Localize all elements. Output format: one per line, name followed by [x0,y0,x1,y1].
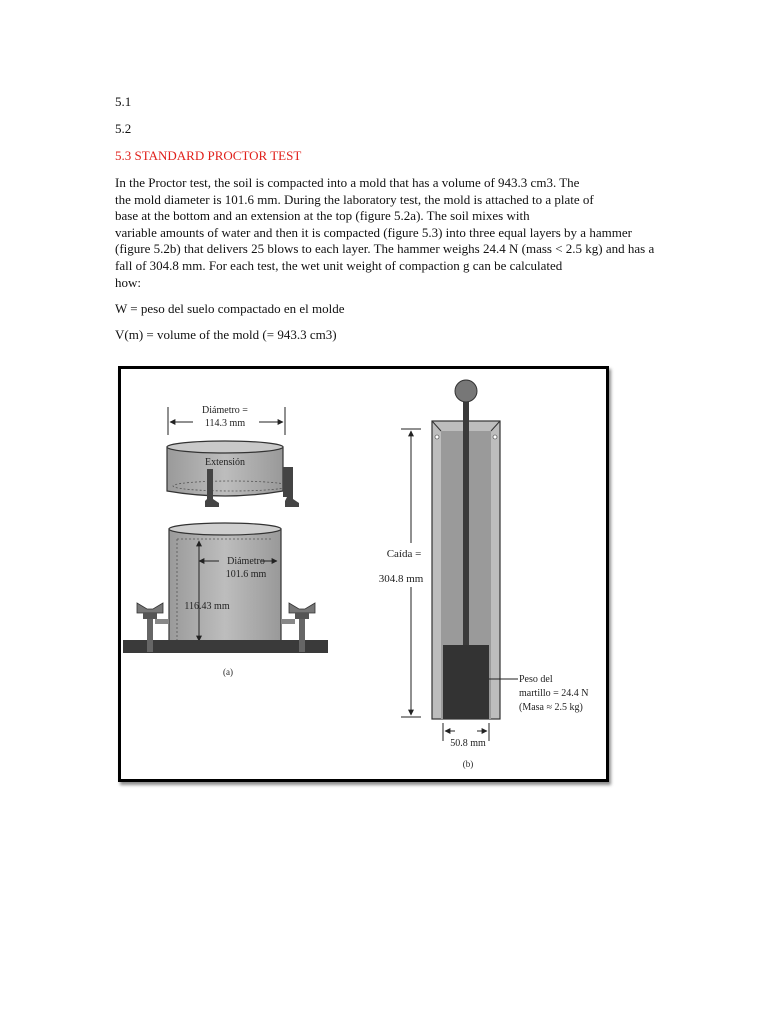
caption-a: (a) [223,667,233,677]
figure-a [123,405,328,677]
fall-label: Caída = [386,548,422,560]
extension-label: Extensión [205,457,245,468]
hammer-head [443,645,489,719]
clamp-right [283,467,299,507]
weight-label-1: Peso del [519,674,553,685]
hammer-knob [455,380,477,402]
paragraph-line: how: [115,274,141,290]
width-label: 50.8 mm [450,738,486,749]
mold-height-label: 116.43 mm [184,601,230,612]
body-paragraph [115,175,685,291]
figure-b [379,380,589,769]
caption-b: (b) [462,759,474,769]
definition-vm: V(m) = volume of the mold (= 943.3 cm3) [115,327,337,342]
wing-nut-left [137,603,163,613]
definition-w: W = peso del suelo compactado en el molde [115,301,345,316]
paragraph-line: variable amounts of water and then it is compacted (figure 5.3) into three equal layers by a hammer [115,224,632,240]
weight-label-2: martillo = 24.4 N [519,688,589,699]
proctor-diagram [121,369,606,779]
base-plate [123,640,328,653]
mold-diameter-value: 101.6 mm [225,569,267,580]
section-5-1: 5.1 [115,94,132,109]
paragraph-line: fall of 304.8 mm. For each test, the wet unit weight of compaction g can be calculated [115,257,563,273]
wing-nut-right [289,603,315,613]
weight-label-3: (Masa ≈ 2.5 kg) [519,702,583,713]
mold-diameter-label: Diámetro [227,556,265,567]
ext-diameter-label: Diámetro = [202,405,248,416]
ext-diameter-value: 114.3 mm [204,418,246,429]
section-5-2: 5.2 [115,121,132,136]
proctor-figure [118,366,609,782]
paragraph-line: (figure 5.2b) that delivers 25 blows to each layer. The hammer weighs 24.4 N (mass < 2.5 kg) and has a [115,241,655,257]
paragraph-line: base at the bottom and an extension at the top (figure 5.2a). The soil mixes with [115,208,530,224]
section-heading: 5.3 STANDARD PROCTOR TEST [115,148,302,163]
paragraph-line: In the Proctor test, the soil is compacted into a mold that has a volume of 943.3 cm3. The [115,175,580,190]
fall-value: 304.8 mm [378,573,424,585]
mold-body [169,529,281,648]
hammer-rod [463,397,469,649]
paragraph-line: the mold diameter is 101.6 mm. During the laboratory test, the mold is attached to a plate of [115,191,594,207]
